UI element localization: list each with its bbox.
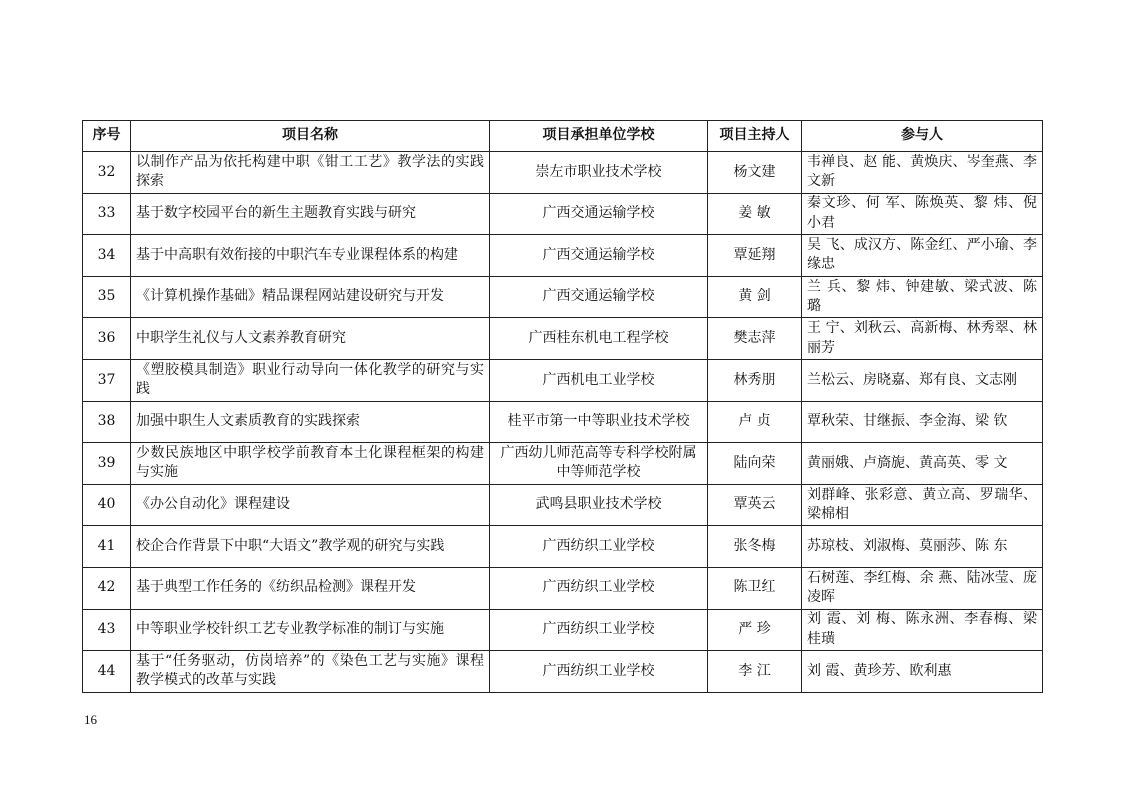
cell-host: 杨文建: [708, 152, 802, 194]
table-row: [83, 359, 1043, 401]
cell-participants: 石树莲、李红梅、余 燕、陆冰莹、庞凌晖: [802, 567, 1043, 609]
column-header-participants: 参与人: [802, 121, 1043, 152]
cell-school: 崇左市职业技术学校: [490, 152, 708, 194]
cell-school: 广西桂东机电工程学校: [490, 318, 708, 360]
cell-project-name: 《办公自动化》课程建设: [131, 484, 490, 526]
cell-school: 广西交通运输学校: [490, 276, 708, 318]
cell-host: 张冬梅: [708, 526, 802, 568]
cell-project-name: 《计算机操作基础》精品课程网站建设研究与开发: [131, 276, 490, 318]
cell-school: 广西纺织工业学校: [490, 651, 708, 693]
cell-project-name: 基于中高职有效衔接的中职汽车专业课程体系的构建: [131, 235, 490, 277]
cell-project-name: 基于数字校园平台的新生主题教育实践与研究: [131, 193, 490, 235]
cell-school: 广西交通运输学校: [490, 193, 708, 235]
cell-participants: 刘 霞、黄珍芳、欧利惠: [802, 651, 1043, 693]
column-header-school: 项目承担单位学校: [490, 121, 708, 152]
cell-host: 卢 贞: [708, 401, 802, 443]
cell-school: 武鸣县职业技术学校: [490, 484, 708, 526]
table-row: [83, 235, 1043, 277]
table-row: [83, 484, 1043, 526]
table-row: [83, 526, 1043, 568]
cell-participants: 覃秋荣、甘继振、李金海、梁 钦: [802, 401, 1043, 443]
cell-participants: 兰松云、房晓嘉、郑有良、文志刚: [802, 359, 1043, 401]
cell-host: 陈卫红: [708, 567, 802, 609]
cell-school: 广西幼儿师范高等专科学校附属中等师范学校: [490, 443, 708, 485]
cell-no: 42: [83, 567, 131, 609]
cell-participants: 苏琼枝、刘淑梅、莫丽莎、陈 东: [802, 526, 1043, 568]
cell-no: 44: [83, 651, 131, 693]
cell-no: 32: [83, 152, 131, 194]
cell-no: 33: [83, 193, 131, 235]
cell-participants: 兰 兵、黎 炜、钟建敏、梁式波、陈 璐: [802, 276, 1043, 318]
page-number: 16: [84, 712, 97, 727]
cell-school: 广西纺织工业学校: [490, 567, 708, 609]
cell-school: 广西交通运输学校: [490, 235, 708, 277]
cell-no: 36: [83, 318, 131, 360]
cell-host: 覃英云: [708, 484, 802, 526]
cell-project-name: 《塑胶模具制造》职业行动导向一体化教学的研究与实践: [131, 359, 490, 401]
cell-project-name: 少数民族地区中职学校学前教育本土化课程框架的构建与实施: [131, 443, 490, 485]
cell-host: 陆向荣: [708, 443, 802, 485]
cell-school: 广西纺织工业学校: [490, 526, 708, 568]
table-row: [83, 609, 1043, 651]
cell-participants: 刘 霞、刘 梅、陈永洲、李春梅、梁桂璜: [802, 609, 1043, 651]
project-table: [82, 120, 1043, 693]
cell-no: 37: [83, 359, 131, 401]
cell-project-name: 中职学生礼仪与人文素养教育研究: [131, 318, 490, 360]
cell-participants: 吴 飞、成汉方、陈金红、严小瑜、李缘忠: [802, 235, 1043, 277]
cell-no: 38: [83, 401, 131, 443]
cell-school: 桂平市第一中等职业技术学校: [490, 401, 708, 443]
cell-host: 覃延翔: [708, 235, 802, 277]
table-row: [83, 651, 1043, 693]
cell-host: 黄 剑: [708, 276, 802, 318]
cell-host: 严 珍: [708, 609, 802, 651]
cell-host: 姜 敏: [708, 193, 802, 235]
cell-host: 樊志萍: [708, 318, 802, 360]
column-header-project-name: 项目名称: [131, 121, 490, 152]
table-row: [83, 401, 1043, 443]
cell-participants: 王 宁、刘秋云、高新梅、林秀翠、林丽芳: [802, 318, 1043, 360]
table-row: [83, 318, 1043, 360]
cell-project-name: 校企合作背景下中职“大语文”教学观的研究与实践: [131, 526, 490, 568]
cell-participants: 黄丽娥、卢旖旎、黄高英、零 文: [802, 443, 1043, 485]
cell-no: 39: [83, 443, 131, 485]
cell-project-name: 以制作产品为依托构建中职《钳工工艺》教学法的实践探索: [131, 152, 490, 194]
cell-participants: 秦文珍、何 军、陈焕英、黎 炜、倪小君: [802, 193, 1043, 235]
table-row: [83, 193, 1043, 235]
column-header-no: 序号: [83, 121, 131, 152]
column-header-host: 项目主持人: [708, 121, 802, 152]
cell-no: 34: [83, 235, 131, 277]
table-body: [83, 152, 1043, 693]
table-row: [83, 152, 1043, 194]
cell-no: 43: [83, 609, 131, 651]
cell-project-name: 基于“任务驱动，仿岗培养”的《染色工艺与实施》课程教学模式的改革与实践: [131, 651, 490, 693]
table-row: [83, 443, 1043, 485]
cell-project-name: 加强中职生人文素质教育的实践探索: [131, 401, 490, 443]
cell-participants: 韦禅良、赵 能、黄焕庆、岑奎燕、李文新: [802, 152, 1043, 194]
cell-participants: 刘群峰、张彩意、黄立高、罗瑞华、梁棉相: [802, 484, 1043, 526]
cell-school: 广西机电工业学校: [490, 359, 708, 401]
cell-no: 35: [83, 276, 131, 318]
cell-no: 41: [83, 526, 131, 568]
cell-host: 林秀朋: [708, 359, 802, 401]
table-row: [83, 276, 1043, 318]
table-row: [83, 567, 1043, 609]
cell-project-name: 基于典型工作任务的《纺织品检测》课程开发: [131, 567, 490, 609]
table-header-row: [83, 121, 1043, 152]
cell-no: 40: [83, 484, 131, 526]
cell-project-name: 中等职业学校针织工艺专业教学标准的制订与实施: [131, 609, 490, 651]
cell-host: 李 江: [708, 651, 802, 693]
cell-school: 广西纺织工业学校: [490, 609, 708, 651]
